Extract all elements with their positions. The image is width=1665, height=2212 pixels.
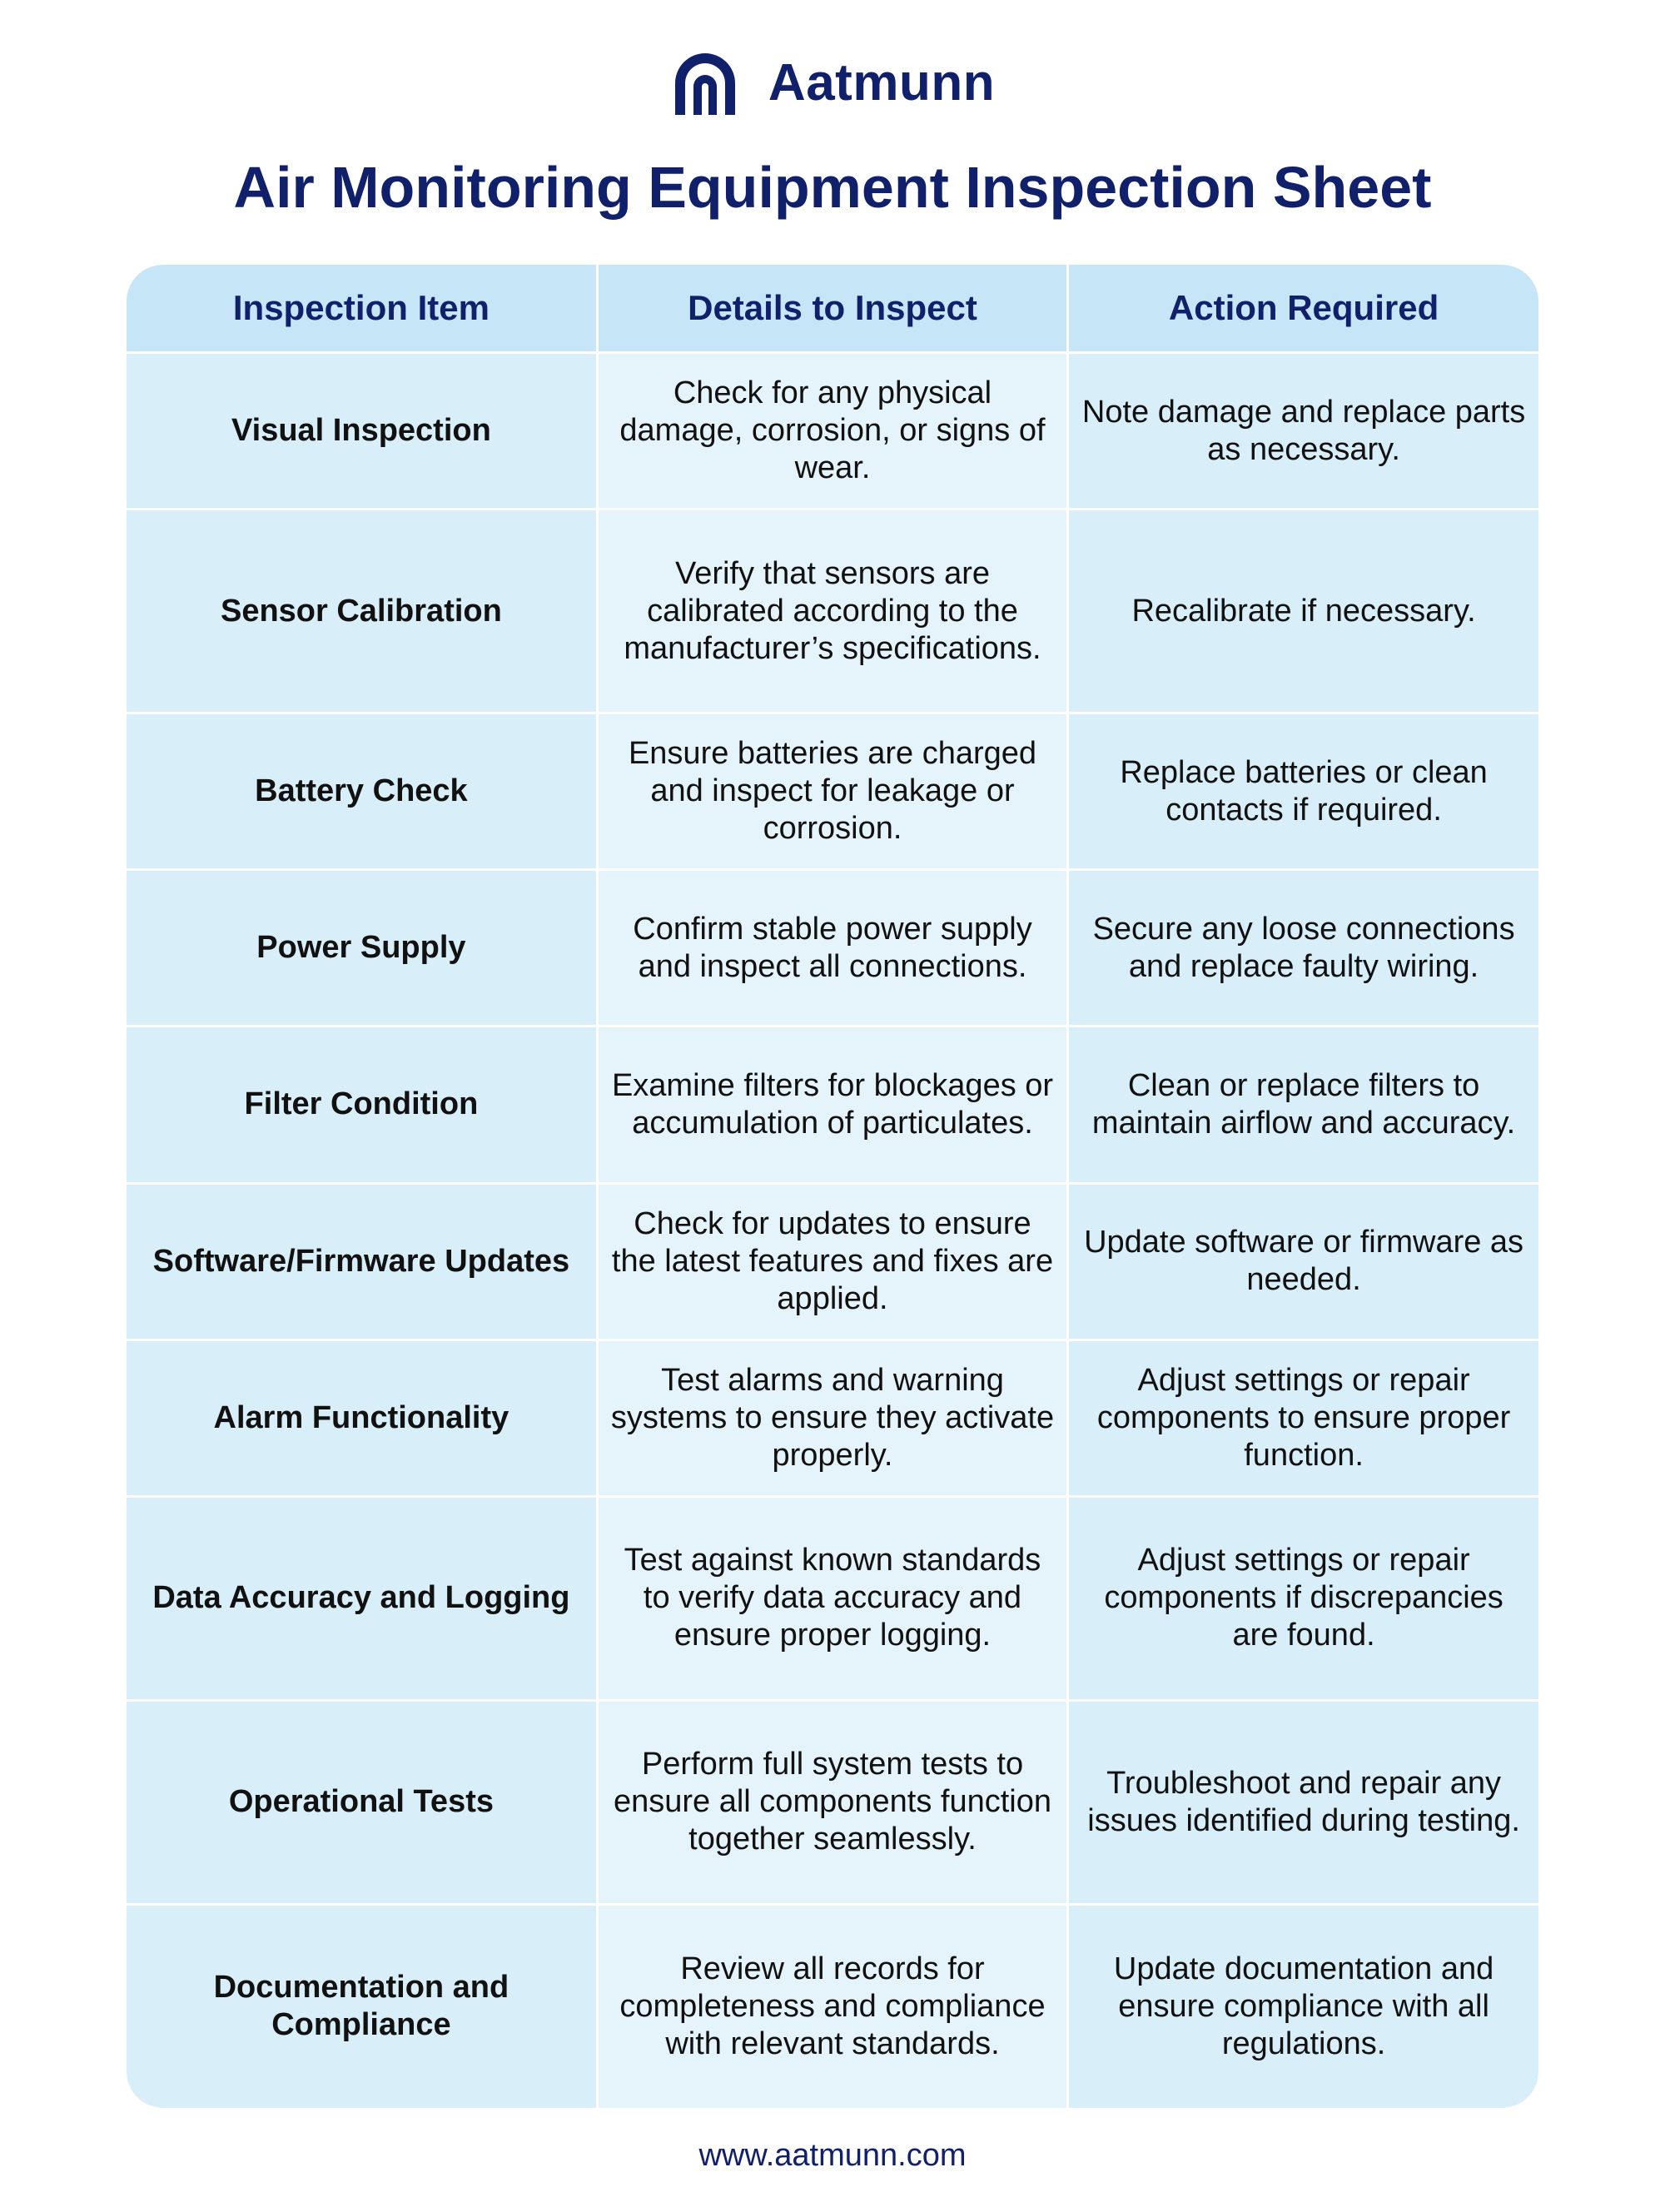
table-row — [127, 1904, 1538, 2108]
action-cell: Note damage and replace parts as necessary. — [1068, 353, 1538, 510]
table-row — [127, 353, 1538, 510]
inspection-table-container — [127, 265, 1538, 2108]
column-header-inspection-item: Inspection Item — [127, 265, 597, 353]
inspection-item-cell: Power Supply — [127, 870, 597, 1026]
details-cell: Verify that sensors are calibrated according to the manufacturer’s specifications. — [597, 510, 1067, 713]
details-cell: Test alarms and warning systems to ensure they activate properly. — [597, 1340, 1067, 1496]
inspection-table — [127, 265, 1538, 2108]
column-header-details: Details to Inspect — [597, 265, 1067, 353]
table-row — [127, 1700, 1538, 1904]
column-header-action: Action Required — [1068, 265, 1538, 353]
details-cell: Check for updates to ensure the latest features and fixes are applied. — [597, 1183, 1067, 1340]
details-cell: Perform full system tests to ensure all components function together seamlessly. — [597, 1700, 1067, 1904]
inspection-item-cell: Visual Inspection — [127, 353, 597, 510]
action-cell: Secure any loose connections and replace faulty wiring. — [1068, 870, 1538, 1026]
brand-name: Aatmunn — [768, 53, 996, 112]
table-row — [127, 1340, 1538, 1496]
details-cell: Examine filters for blockages or accumulation of particulates. — [597, 1026, 1067, 1183]
inspection-item-cell: Battery Check — [127, 713, 597, 870]
action-cell: Troubleshoot and repair any issues identified during testing. — [1068, 1700, 1538, 1904]
inspection-item-cell: Data Accuracy and Logging — [127, 1496, 597, 1700]
action-cell: Recalibrate if necessary. — [1068, 510, 1538, 713]
inspection-item-cell: Filter Condition — [127, 1026, 597, 1183]
table-row — [127, 870, 1538, 1026]
details-cell: Review all records for completeness and compliance with relevant standards. — [597, 1904, 1067, 2108]
table-row — [127, 1496, 1538, 1700]
details-cell: Test against known standards to verify data accuracy and ensure proper logging. — [597, 1496, 1067, 1700]
action-cell: Update documentation and ensure compliance with all regulations. — [1068, 1904, 1538, 2108]
details-cell: Ensure batteries are charged and inspect for leakage or corrosion. — [597, 713, 1067, 870]
details-cell: Confirm stable power supply and inspect all connections. — [597, 870, 1067, 1026]
table-header-row — [127, 265, 1538, 353]
action-cell: Adjust settings or repair components if discrepancies are found. — [1068, 1496, 1538, 1700]
action-cell: Adjust settings or repair components to ensure proper function. — [1068, 1340, 1538, 1496]
inspection-item-cell: Operational Tests — [127, 1700, 597, 1904]
arch-logo-icon — [670, 50, 740, 115]
table-row — [127, 1026, 1538, 1183]
inspection-item-cell: Documentation and Compliance — [127, 1904, 597, 2108]
footer-website-link[interactable]: www.aatmunn.com — [698, 2138, 967, 2173]
table-row — [127, 713, 1538, 870]
details-cell: Check for any physical damage, corrosion, or signs of wear. — [597, 353, 1067, 510]
table-row — [127, 1183, 1538, 1340]
inspection-item-cell: Sensor Calibration — [127, 510, 597, 713]
page-title: Air Monitoring Equipment Inspection Sheet — [233, 155, 1432, 220]
action-cell: Update software or firmware as needed. — [1068, 1183, 1538, 1340]
action-cell: Replace batteries or clean contacts if required. — [1068, 713, 1538, 870]
inspection-item-cell: Alarm Functionality — [127, 1340, 597, 1496]
brand-header — [0, 50, 1665, 115]
inspection-item-cell: Software/Firmware Updates — [127, 1183, 597, 1340]
action-cell: Clean or replace filters to maintain airflow and accuracy. — [1068, 1026, 1538, 1183]
table-row — [127, 510, 1538, 713]
